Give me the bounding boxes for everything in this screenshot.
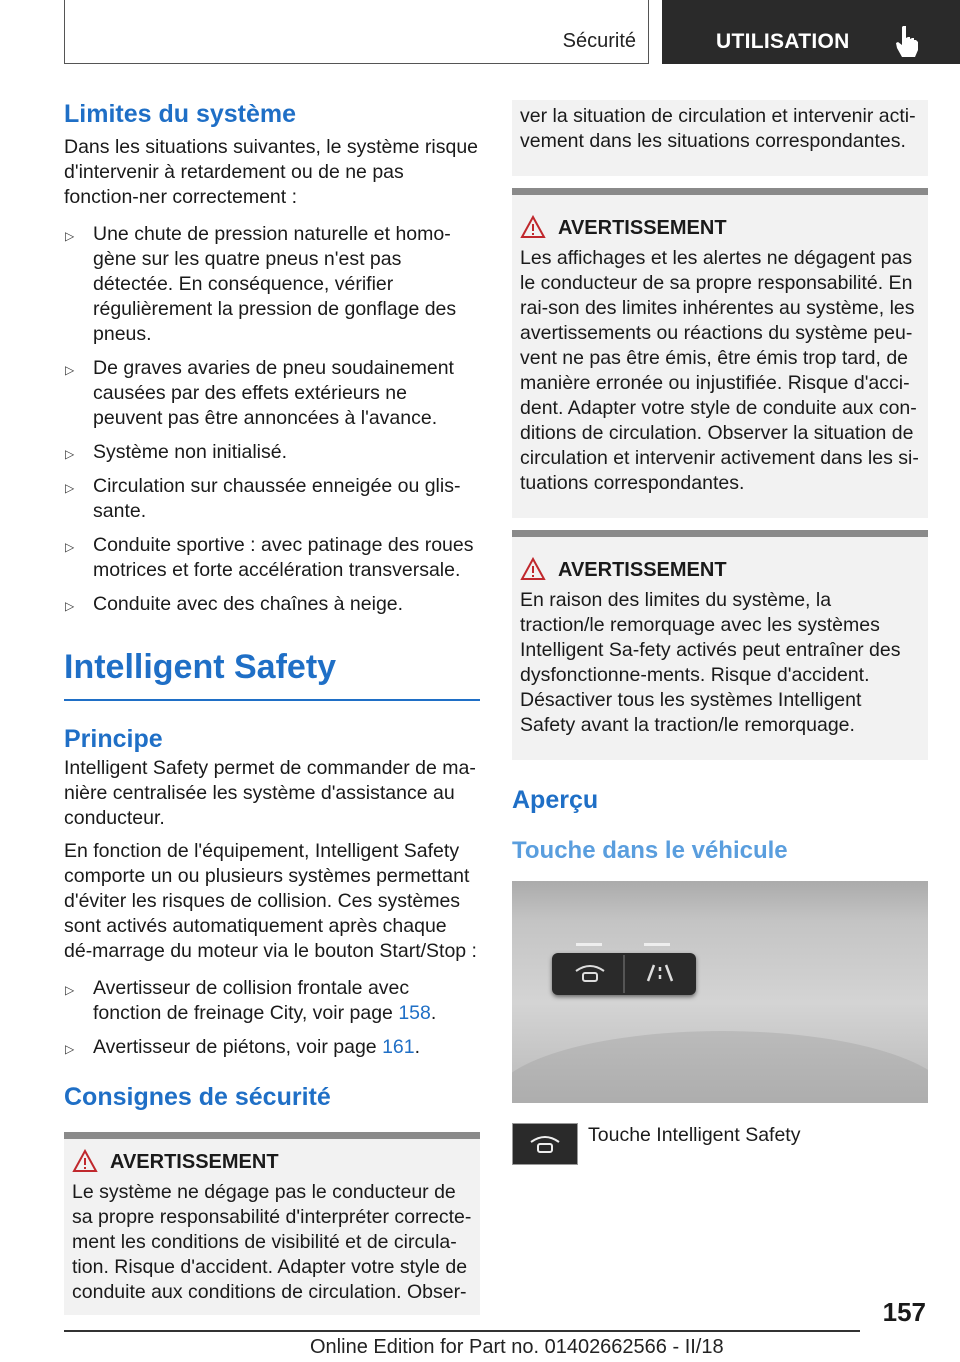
- intelligent-safety-button-icon: [570, 961, 610, 987]
- limits-list: [64, 222, 480, 617]
- warning-box: [512, 188, 928, 518]
- triangle-bullet-icon: ▷: [65, 481, 75, 495]
- triangle-bullet-icon: ▷: [65, 599, 75, 613]
- warning-title: AVERTISSEMENT: [558, 217, 727, 239]
- list-item: ▷ Conduite avec des chaînes à neige.: [64, 592, 480, 617]
- page-link-158[interactable]: 158: [398, 1002, 431, 1024]
- principe-paragraph-2: En fonction de l'équipement, Intelligent Safety comporte un ou plusieurs systèmes permettant d'éviter les risques de collision. Ces systèmes sont activés automatiquement après chaque dé-marrage du moteur via le bouton Start/Stop :: [64, 840, 477, 962]
- warning-title: AVERTISSEMENT: [558, 559, 727, 581]
- warning-box: [512, 530, 928, 760]
- warning-triangle-icon: [520, 557, 546, 581]
- apercu-heading: Aperçu: [512, 786, 599, 814]
- principe-paragraph-1: Intelligent Safety permet de commander de ma-nière centralisée les système d'assistance au conducteur.: [64, 757, 476, 829]
- list-item: ▷ Circulation sur chaussée enneigée ou glis-sante.: [65, 475, 461, 522]
- header-chapter-title: UTILISATION: [716, 30, 850, 53]
- header-chapter-box: [662, 0, 960, 64]
- left-column: [64, 100, 480, 1315]
- warning-triangle-icon: [520, 215, 546, 239]
- limits-intro: Dans les situations suivantes, le système risque d'intervenir à retardement ou de ne pas fonction-ner correctement :: [64, 136, 479, 208]
- legend-button-thumbnail: [512, 1123, 578, 1165]
- limits-heading: Limites du système: [64, 100, 297, 128]
- right-column: [512, 100, 928, 1183]
- warning-text: Le système ne dégage pas le conducteur de sa propre responsabilité d'interpréter correcte-ment les conditions de visibilité et de circula-tion. Risque d'accident. Adapter votre style de conduite aux conditions de circulation. Obser-: [72, 1181, 472, 1303]
- warning-triangle-icon: [72, 1149, 98, 1173]
- header-section-box: [64, 0, 649, 64]
- footer-edition: Online Edition for Part no. 01402662566 - II/18: [310, 1336, 724, 1358]
- hand-pointer-icon: [894, 24, 920, 58]
- page-number: 157: [882, 1297, 926, 1327]
- list-item: ▷ Avertisseur de piétons, voir page 161.: [64, 1035, 480, 1060]
- warning-continuation: [512, 100, 928, 176]
- triangle-bullet-icon: ▷: [65, 447, 75, 461]
- list-item: ▷ Avertisseur de collision frontale avec fonction de freinage City, voir page 158.: [65, 977, 437, 1024]
- header-section-title: Sécurité: [562, 30, 636, 52]
- triangle-bullet-icon: ▷: [65, 363, 75, 377]
- triangle-bullet-icon: ▷: [65, 1042, 75, 1056]
- list-item: ▷ Une chute de pression naturelle et homo-gène sur les quatre pneus n'est pas détectée. En conséquence, vérifier régulièrement la pression de gonflage des pneus.: [65, 223, 457, 345]
- legend-row: [512, 1123, 928, 1183]
- warning-box: [64, 1132, 480, 1315]
- page-link-161[interactable]: 161: [382, 1036, 415, 1058]
- principe-list: [64, 976, 480, 1060]
- warning-text: En raison des limites du système, la traction/le remorquage avec les systèmes Intelligent Sa-fety activés peut entraîner des dysfonctionne-ments. Risque d'accident. Désactiver tous les systèmes Intelligent Safety avant la traction/le remorquage.: [520, 589, 901, 736]
- footer-divider: [64, 1330, 860, 1332]
- triangle-bullet-icon: ▷: [65, 229, 75, 243]
- triangle-bullet-icon: ▷: [65, 540, 75, 554]
- lane-assist-button-icon: [640, 961, 680, 987]
- principe-heading: Principe: [64, 725, 163, 753]
- list-item: ▷ De graves avaries de pneu soudainement causées par des effets extérieurs ne peuvent pas être annoncées à l'avance.: [65, 357, 454, 429]
- consignes-heading: Consignes de sécurité: [64, 1083, 331, 1111]
- vehicle-button-photo: [512, 881, 928, 1103]
- intelligent-safety-heading: Intelligent Safety: [64, 648, 337, 686]
- triangle-bullet-icon: ▷: [65, 983, 75, 997]
- warning-continued-text: ver la situation de circulation et intervenir acti-vement dans les situations correspondantes.: [520, 105, 916, 152]
- legend-text: Touche Intelligent Safety: [588, 1124, 801, 1146]
- warning-title: AVERTISSEMENT: [110, 1151, 279, 1173]
- list-item: ▷ Conduite sportive : avec patinage des roues motrices et forte accélération transversale.: [65, 534, 474, 581]
- list-item: ▷ Système non initialisé.: [64, 440, 480, 465]
- warning-text: Les affichages et les alertes ne dégagent pas le conducteur de sa propre responsabilité. En rai-son des limites inhérentes au système, les avertissements ou réactions du système peu-vent ne pas être émis, être émis trop tard, de manière erronée ou injustifiée. Risque d'acci-dent. Adapter votre style de conduite aux con-ditions de circulation. Observer la situation de circulation et intervenir activement dans les si-tuations correspondantes.: [520, 247, 919, 494]
- intelligent-safety-icon: [525, 1132, 565, 1156]
- touche-heading: Touche dans le véhicule: [512, 837, 788, 864]
